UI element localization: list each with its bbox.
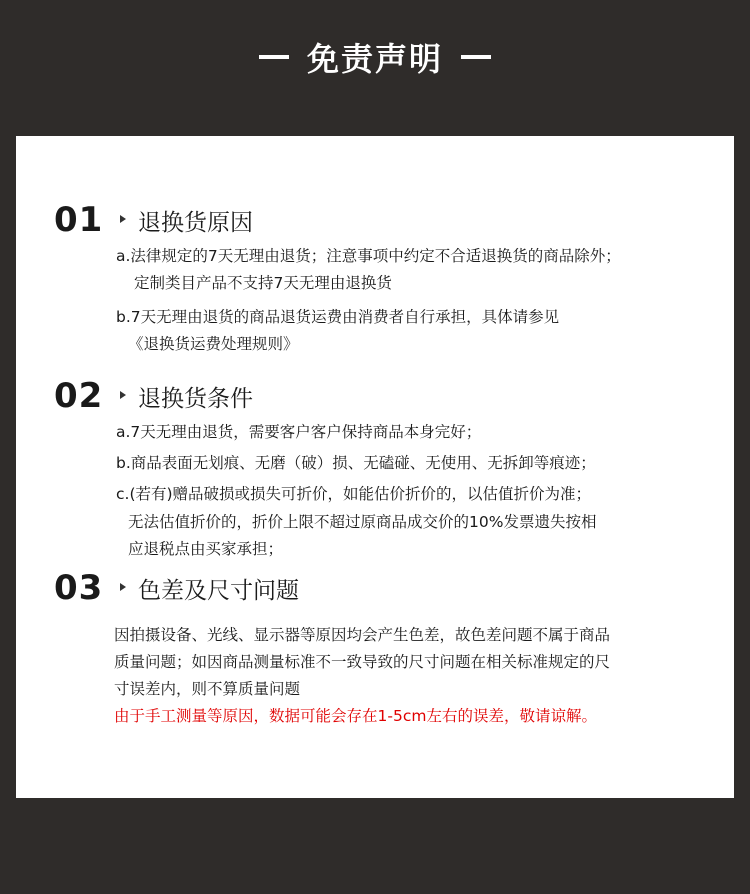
text-line: 因拍摄设备、光线、显示器等原因均会产生色差，故色差问题不属于商品 xyxy=(114,626,611,644)
text-line: 质量问题；如因商品测量标准不一致导致的尺寸问题在相关标准规定的尺 xyxy=(114,653,611,671)
triangle-bullet-icon xyxy=(120,215,126,223)
text-line: a.法律规定的7天无理由退货；注意事项中约定不合适退换货的商品除外； xyxy=(116,247,621,265)
section-return-conditions xyxy=(16,376,734,558)
section-number: 02 xyxy=(54,376,104,416)
text-line: c.(若有)赠品破损或损失可折价，如能估价折价的，以估值折价为准； xyxy=(116,485,592,503)
text-line: a.7天无理由退货，需要客户客户保持商品本身完好； xyxy=(116,423,482,441)
section-number: 01 xyxy=(54,200,104,240)
measurement-note: 由于手工测量等原因，数据可能会存在1-5cm左右的误差，敬请谅解。 xyxy=(114,707,597,725)
section-header xyxy=(16,376,734,420)
text-line: 应退税点由买家承担； xyxy=(128,540,284,558)
triangle-bullet-icon xyxy=(120,583,126,591)
text-line: 寸误差内，则不算质量问题 xyxy=(114,680,301,698)
section-return-reason xyxy=(16,200,734,353)
text-line: 《退换货运费处理规则》 xyxy=(128,335,299,353)
section-header xyxy=(16,200,734,244)
section-title: 色差及尺寸问题 xyxy=(138,578,299,604)
header xyxy=(0,0,750,136)
content-panel xyxy=(16,136,734,798)
page-title: 免责声明 xyxy=(306,40,443,78)
section-title: 退换货条件 xyxy=(138,386,253,412)
section-title: 退换货原因 xyxy=(138,210,253,236)
section-color-size xyxy=(16,568,734,725)
text-line: b.7天无理由退货的商品退货运费由消费者自行承担，具体请参见 xyxy=(116,308,560,326)
section-number: 03 xyxy=(54,568,104,608)
text-line: b.商品表面无划痕、无磨（破）损、无磕碰、无使用、无拆卸等痕迹； xyxy=(116,454,596,472)
left-dash xyxy=(259,55,289,59)
text-line: 无法估值折价的，折价上限不超过原商品成交价的10%发票遗失按相 xyxy=(128,513,597,531)
text-line: 定制类目产品不支持7天无理由退换货 xyxy=(134,274,392,292)
section-header xyxy=(16,568,734,612)
triangle-bullet-icon xyxy=(120,391,126,399)
right-dash xyxy=(461,55,491,59)
